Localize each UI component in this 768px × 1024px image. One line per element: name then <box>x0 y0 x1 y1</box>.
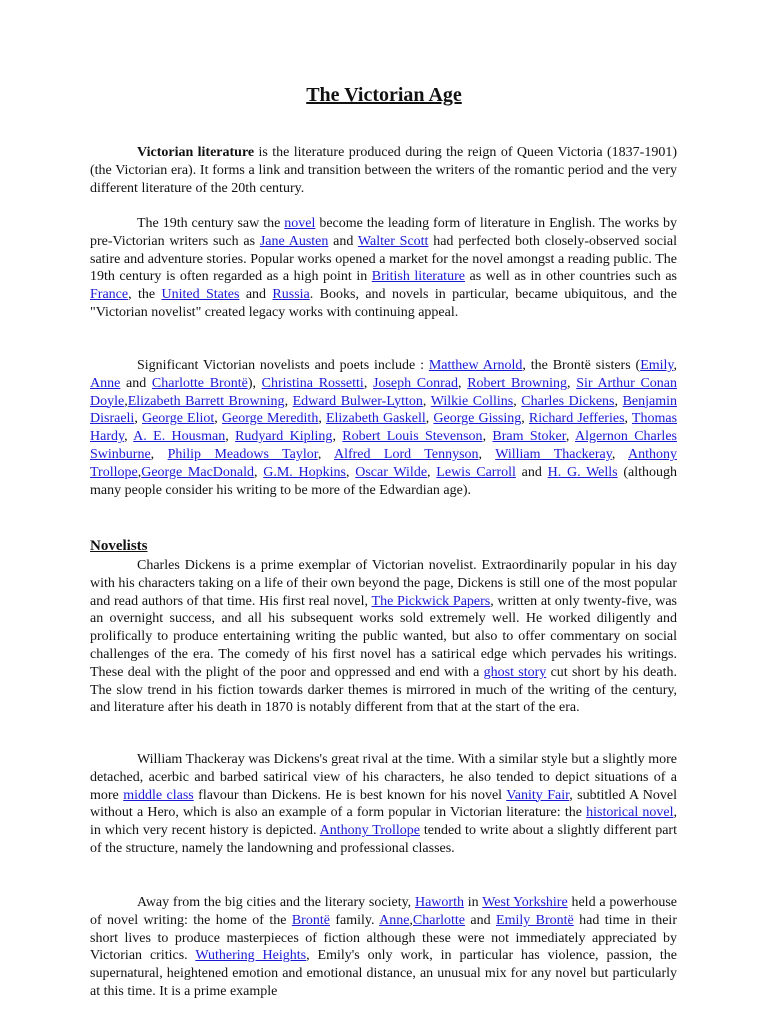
text-run: , <box>318 411 326 427</box>
text-run: The 19th century saw the <box>137 216 285 231</box>
hyperlink[interactable]: Matthew Arnold <box>428 358 523 373</box>
hyperlink[interactable]: ghost story <box>483 664 547 680</box>
paragraph-bronte <box>90 894 677 1001</box>
paragraph-dickens <box>90 557 677 717</box>
hyperlink[interactable]: A. E. Housman <box>133 429 226 445</box>
text-run: , <box>567 375 577 391</box>
text-run: , Emily's only work, in particular has violence, passion, the supernatural, heightened emotion and emotional distance, an unusual mix for any novel but particularly at this time. It is a prime example <box>90 948 677 999</box>
hyperlink[interactable]: Charles Dickens <box>521 393 615 409</box>
hyperlink[interactable]: historical novel <box>586 805 674 821</box>
text-run: family. <box>329 912 380 928</box>
text-run: , <box>513 393 522 409</box>
hyperlink[interactable]: Haworth <box>414 895 464 910</box>
hyperlink[interactable]: Lewis Carroll <box>436 464 516 480</box>
text-run: , <box>124 429 134 445</box>
text-run: , <box>317 446 334 462</box>
bold-term: Victorian literature <box>137 145 255 160</box>
hyperlink[interactable]: Anne <box>379 912 410 928</box>
text-run: tended to write about a slightly different part of the structure, namely the landowning and professional classes. <box>90 823 677 856</box>
paragraph-thackeray <box>90 751 677 858</box>
text-run: , in which very recent history is depicted. <box>90 805 677 839</box>
text-run: , <box>134 411 142 427</box>
text-run: (although many people consider his writing to be more of the Edwardian age). <box>90 464 678 498</box>
hyperlink[interactable]: Richard Jefferies <box>528 411 625 427</box>
text-run: become the leading form of literature in English. The works by pre-Victorian writers such as <box>90 216 677 249</box>
paragraph-authors-list <box>90 357 677 499</box>
hyperlink[interactable]: United States <box>161 287 240 303</box>
text-run: , <box>458 375 468 391</box>
text-run: , <box>225 429 236 445</box>
text-run: , <box>254 464 264 480</box>
text-run: , <box>124 393 128 409</box>
hyperlink[interactable]: Anthony Trollope <box>90 446 677 480</box>
text-run: , subtitled A Novel without a Hero, which is also an example of a form popular in Victorian literature: the <box>90 787 678 821</box>
hyperlink[interactable]: Robert Louis Stevenson <box>342 429 483 445</box>
hyperlink[interactable]: Algernon Charles Swinburne <box>90 429 677 462</box>
text-run: and <box>328 233 358 249</box>
text-run: flavour than Dickens. He is best known for his novel <box>193 787 507 803</box>
text-run: held a powerhouse of novel writing: the home of the <box>90 895 678 928</box>
hyperlink[interactable]: Joseph Conrad <box>373 375 459 391</box>
text-run: , <box>673 358 677 373</box>
paragraph-intro <box>90 144 677 197</box>
text-run: , <box>478 446 496 462</box>
hyperlink[interactable]: Russia <box>272 287 310 303</box>
text-run: , <box>425 411 434 427</box>
page-title: The Victorian Age <box>306 84 462 106</box>
text-run: , <box>150 446 168 462</box>
hyperlink[interactable]: West Yorkshire <box>482 895 568 910</box>
hyperlink[interactable]: Thomas Hardy <box>90 411 678 445</box>
text-run: and <box>515 464 548 480</box>
hyperlink[interactable]: Benjamin Disraeli <box>90 393 677 427</box>
text-run: , <box>624 411 632 427</box>
text-run: , <box>565 429 575 445</box>
hyperlink[interactable]: Anthony Trollope <box>319 823 420 839</box>
hyperlink[interactable]: Emily Brontë <box>496 912 574 928</box>
text-run: , <box>346 464 356 480</box>
text-run: , <box>214 411 222 427</box>
hyperlink[interactable]: Wilkie Collins <box>430 393 514 409</box>
hyperlink[interactable]: Alfred Lord Tennyson <box>333 446 479 462</box>
text-run: William Thackeray was Dickens's great rival at the time. With a similar style but a slightly more detached, acerbic and barbed satirical view of his characters, he also tended to depict situations of a more <box>90 752 677 803</box>
text-run: , <box>614 393 623 409</box>
text-run: and <box>465 912 497 928</box>
hyperlink[interactable]: Elizabeth Barrett Browning <box>127 393 285 409</box>
hyperlink[interactable]: Oscar Wilde <box>355 464 428 480</box>
hyperlink[interactable]: Edward Bulwer-Lytton <box>292 393 423 409</box>
hyperlink[interactable]: Charlotte <box>412 912 466 928</box>
hyperlink[interactable]: Rudyard Kipling <box>235 429 333 445</box>
text-run: Away from the big cities and the literary society, <box>137 895 415 910</box>
hyperlink[interactable]: Walter Scott <box>357 233 429 249</box>
hyperlink[interactable]: George Meredith <box>221 411 319 427</box>
text-run: , <box>409 912 413 928</box>
hyperlink[interactable]: Anne <box>90 375 121 391</box>
text-run: , <box>482 429 493 445</box>
text-run: Charles Dickens is a prime exemplar of Victorian novelist. Extraordinarily popular in his day with his characters taking on a life of their own beyond the page, Dickens is still one of the most popular and read authors of that time. His first real novel, <box>90 558 677 609</box>
text-run: cut short by his death. The slow trend in his fiction towards darker themes is mirrored in much of the writing of the century, and literature after his death in 1870 is notably different from that at the start of the era. <box>90 664 677 716</box>
text-run: in <box>463 895 483 910</box>
hyperlink[interactable]: William Thackeray <box>495 446 612 462</box>
text-run: had time in their short lives to produce masterpieces of fiction although these were not immediately appreciated by Victorian critics. <box>90 912 677 964</box>
hyperlink[interactable]: Bram Stoker <box>492 429 566 445</box>
hyperlink[interactable]: George Eliot <box>141 411 215 427</box>
hyperlink[interactable]: Sir Arthur Conan Doyle <box>90 375 678 409</box>
text-run: , <box>363 375 373 391</box>
hyperlink[interactable]: Jane Austen <box>259 233 329 249</box>
hyperlink[interactable]: Charlotte Brontë <box>151 375 248 391</box>
text-run: and <box>120 375 152 391</box>
text-run: is the literature produced during the reign of Queen Victoria (1837-1901) (the Victorian era). It forms a link and transition between the writers of the romantic period and the very different literature of the 20th century. <box>90 145 677 196</box>
paragraph-novel-rise <box>90 215 677 322</box>
text-run: Significant Victorian novelists and poets include : <box>137 358 429 373</box>
hyperlink[interactable]: British literature <box>371 269 465 285</box>
text-run: , the <box>128 287 162 303</box>
text-run: , <box>137 464 142 480</box>
hyperlink[interactable]: Vanity Fair <box>506 787 570 803</box>
hyperlink[interactable]: Christina Rossetti <box>261 375 364 391</box>
hyperlink[interactable]: Emily <box>640 358 674 373</box>
hyperlink[interactable]: The Pickwick Papers <box>371 593 491 609</box>
hyperlink[interactable]: Elizabeth Gaskell <box>325 411 426 427</box>
text-run: . Books, and novels in particular, became ubiquitous, and the "Victorian novelist" created legacy works with continuing appeal. <box>90 287 677 320</box>
hyperlink[interactable]: middle class <box>123 787 194 803</box>
hyperlink[interactable]: G.M. Hopkins <box>263 464 346 480</box>
text-run: , <box>284 393 293 409</box>
section-heading-novelists: Novelists <box>90 538 148 554</box>
text-run: , <box>611 446 628 462</box>
hyperlink[interactable]: novel <box>284 216 316 231</box>
text-run: , <box>422 393 431 409</box>
text-run: , <box>521 411 529 427</box>
text-run: , written at only twenty-five, was an overnight success, and all his subsequent works sold extremely well. He worked diligently and prolifically to produce entertaining writing the public wanted, but also to offer commentary on social challenges of the era. The comedy of his first novel has a satirical edge which pervades his writings. These deal with the plight of the poor and oppressed and end with a <box>90 593 677 680</box>
hyperlink[interactable]: Robert Browning <box>467 375 567 391</box>
text-run: , the Brontë sisters ( <box>522 358 641 373</box>
hyperlink[interactable]: France <box>90 287 129 303</box>
text-run: , <box>427 464 437 480</box>
text-run: , <box>332 429 343 445</box>
text-run: as well as in other countries such as <box>464 269 677 285</box>
text-run: and <box>239 287 273 303</box>
hyperlink[interactable]: George MacDonald <box>141 464 254 480</box>
text-run: ), <box>247 375 262 391</box>
hyperlink[interactable]: George Gissing <box>433 411 522 427</box>
hyperlink[interactable]: Wuthering Heights <box>195 948 307 964</box>
text-run: had perfected both closely-observed social satire and adventure stories. Popular works opened a market for the novel amongst a reading public. The 19th century is often regarded as a high point in <box>90 233 677 285</box>
hyperlink[interactable]: H. G. Wells <box>547 464 618 480</box>
hyperlink[interactable]: Philip Meadows Taylor <box>167 446 318 462</box>
hyperlink[interactable]: Brontë <box>291 912 330 928</box>
